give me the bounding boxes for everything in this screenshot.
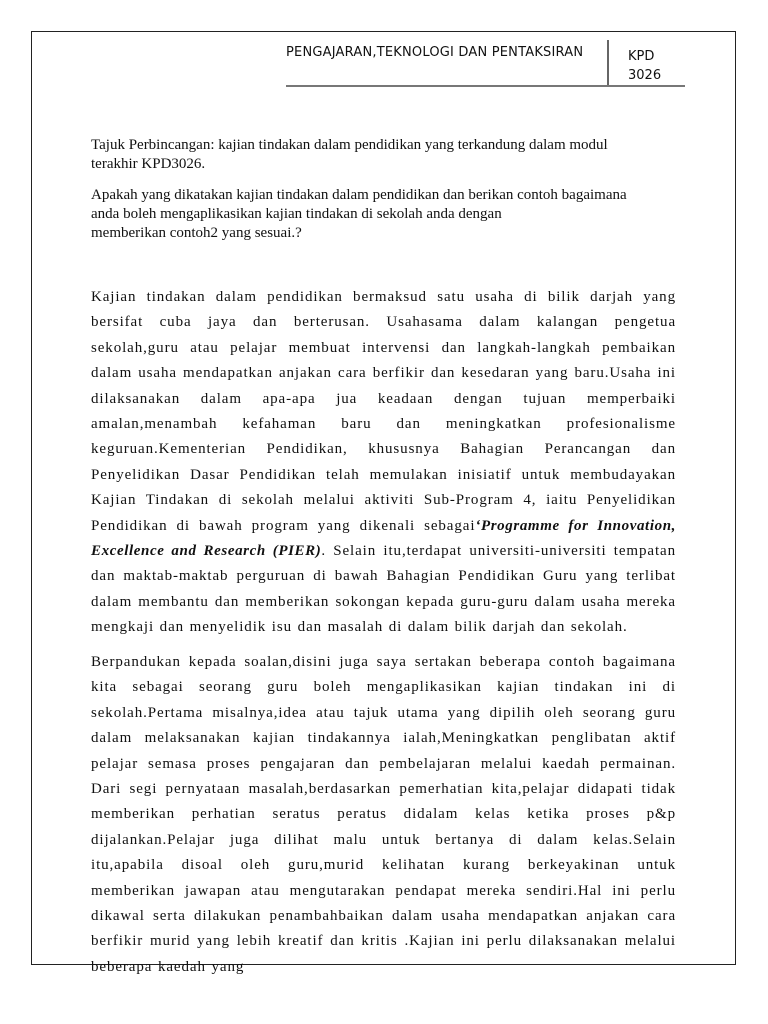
body-paragraph-1 [91, 285, 676, 641]
header-title: PENGAJARAN,TEKNOLOGI DAN PENTAKSIRAN [286, 45, 584, 60]
topic-line: terakhir KPD3026. [91, 156, 206, 172]
paragraph1-text-a: Kajian tindakan dalam pendidikan bermaksud satu usaha di bilik darjah yang bersifat cuba jaya dan berterusan. Usahasama dalam kalangan pengetua sekolah,guru atau pelajar membuat intervensi dan langkah-langkah pembaikan dalam usaha mendapatkan anjakan cara berfikir dan kesedaran yang baru.Usaha ini dilaksanakan dalam apa-apa jua keadaan dengan tujuan memperbaiki amalan,menambah kefahaman baru dan meningkatkan profesionalisme keguruan.Kementerian Pendidikan, khususnya Bahagian Perancangan dan Penyelidikan Dasar Pendidikan telah memulakan inisiatif untuk membudayakan Kajian Tindakan di sekolah melalui aktiviti Sub-Program 4, iaitu Penyelidikan Pendidikan di bawah program yang dikenali sebagai [91, 289, 676, 534]
question-line: memberikan contoh2 yang sesuai.? [91, 225, 302, 241]
course-code-line1: KPD [628, 49, 655, 64]
question-line: Apakah yang dikatakan kajian tindakan dalam pendidikan dan berikan contoh bagaimana [91, 187, 627, 203]
paragraph1-text-b: . Selain itu,terdapat universiti-universiti tempatan dan maktab-maktab perguruan di bawah Bahagian Pendidikan Guru yang terlibat dalam membantu dan memberikan sokongan kepada guru-guru dalam usaha mereka mengkaji dan menyelidik isu dan masalah di dalam bilik darjah dan sekolah. [91, 543, 676, 636]
discussion-question [91, 186, 676, 243]
body-paragraph-2: Berpandukan kepada soalan,disini juga saya sertakan beberapa contoh bagaimana kita sebagai seorang guru boleh mengaplikasikan kajian tindakan ini di sekolah.Pertama misalnya,idea atau tajuk utama yang dipilih oleh seorang guru dalam melaksanakan kajian tindakannya ialah,Meningkatkan penglibatan aktif pelajar semasa proses pengajaran dan pembelajaran melalui kaedah permainan. Dari segi pernyataan masalah,berdasarkan pemerhatian kita,pelajar didapati tidak memberikan perhatian seratus peratus didalam kelas ketika proses p&p dijalankan.Pelajar juga dilihat malu untuk bertanya di dalam kelas.Selain itu,apabila disoal oleh guru,murid kelihatan kurang berkeyakinan untuk memberikan jawapan atau mengutarakan pendapat mereka sendiri.Hal ini perlu dikawal serta dilakukan penambahbaikan dalam usaha mendapatkan anjakan cara berfikir murid yang lebih kreatif dan kritis .Kajian ini perlu dilaksanakan melalui beberapa kaedah yang [91, 654, 676, 975]
course-code-line2: 3026 [628, 68, 662, 83]
program-name: ‘Programme for Innovation, Excellence and Research (PIER) [91, 517, 676, 560]
header-divider-horizontal [286, 85, 685, 87]
discussion-topic [91, 136, 676, 174]
course-code [628, 47, 661, 85]
question-line: anda boleh mengaplikasikan kajian tindakan di sekolah anda dengan [91, 206, 502, 222]
header-divider-vertical [607, 40, 609, 87]
topic-line: Tajuk Perbincangan: kajian tindakan dalam pendidikan yang terkandung dalam modul [91, 137, 608, 153]
